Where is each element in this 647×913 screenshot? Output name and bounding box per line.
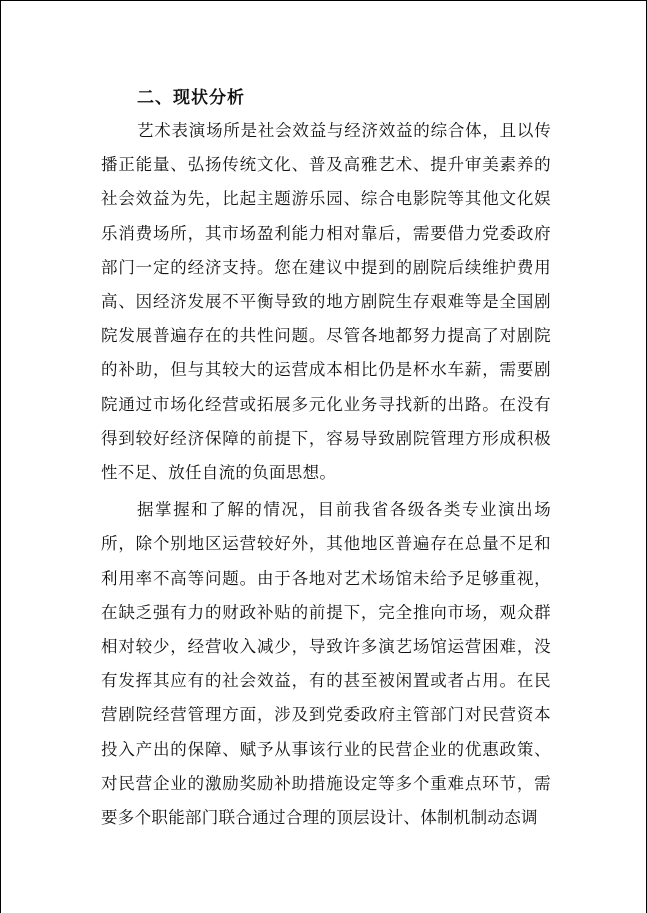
section-heading: 二、现状分析 [137,88,245,108]
page-content [101,84,551,835]
paragraph-2: 据掌握和了解的情况，目前我省各级各类专业演出场所，除个别地区运营较好外，其他地区普遍存在总量不足和利用率不高等问题。由于各地对艺术场馆未给予足够重视，在缺乏强有力的财政补贴的前提下，完全推向市场，观众群相对较少，经营收入减少，导致许多演艺场馆运营困难，没有发挥其应有的社会效益，有的甚至被闲置或者占用。在民营剧院经营管理方面，涉及到党委政府主管部门对民营资本投入产出的保障、赋予从事该行业的民营企业的优惠政策、对民营企业的激励奖励补助措施设定等多个重难点环节，需要多个职能部门联合通过合理的顶层设计、体制机制动态调 [101,500,551,828]
paragraph-1: 艺术表演场所是社会效益与经济效益的综合体，且以传播正能量、弘扬传统文化、普及高雅艺术、提升审美素养的社会效益为先，比起主题游乐园、综合电影院等其他文化娱乐消费场所，其市场盈利能力相对靠后，需要借力党委政府部门一定的经济支持。您在建议中提到的剧院后续维护费用高、因经济发展不平衡导致的地方剧院生存艰难等是全国剧院发展普遍存在的共性问题。尽管各地都努力提高了对剧院的补助，但与其较大的运营成本相比仍是杯水车薪，需要剧院通过市场化经营或拓展多元化业务寻找新的出路。在没有得到较好经济保障的前提下，容易导致剧院管理方形成积极性不足、放任自流的负面思想。 [101,121,551,483]
